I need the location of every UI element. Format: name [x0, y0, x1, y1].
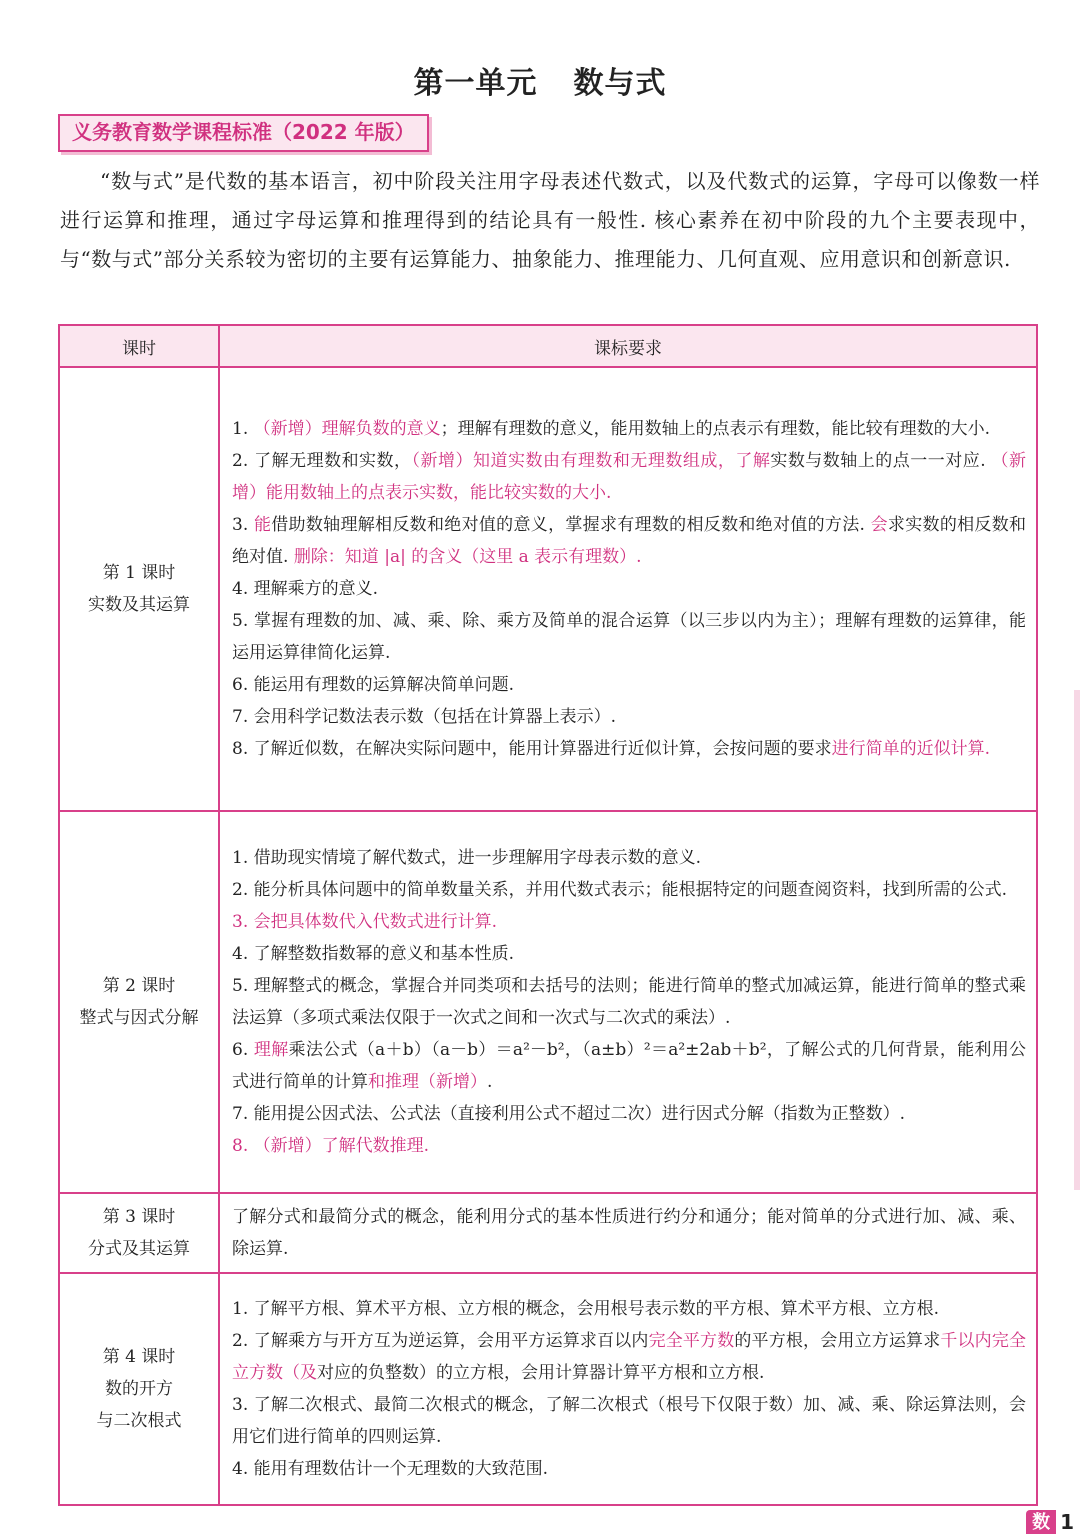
requirement-item	[232, 509, 1026, 573]
header-lesson: 课时	[59, 325, 219, 367]
requirement-text: 对应的负整数）的立方根，会用计算器计算平方根和立方根.	[317, 1363, 765, 1383]
lesson-topic: 分式及其运算	[88, 1239, 190, 1259]
requirement-text: 2. 能分析具体问题中的简单数量关系，并用代数式表示；能根据特定的问题查阅资料，找到所需的公式.	[232, 880, 1008, 900]
requirement-item	[232, 1293, 1026, 1325]
table-row	[59, 1193, 1037, 1273]
requirement-highlight-text: （新增）能用数轴上的点表示实数，能比较实数的大小.	[232, 451, 1027, 503]
requirement-item	[232, 605, 1026, 669]
requirement-item	[232, 445, 1026, 509]
page-number: 1	[1060, 1510, 1074, 1534]
requirement-item	[232, 573, 1026, 605]
lesson-number: 第 4 课时	[102, 1347, 176, 1367]
table-row	[59, 1273, 1037, 1505]
requirement-highlight-text: 完全平方数	[648, 1331, 735, 1351]
page-title	[0, 58, 1080, 102]
requirement-text: 6. 能运用有理数的运算解决简单问题.	[232, 675, 515, 695]
requirement-item	[232, 733, 1026, 765]
requirement-item	[232, 938, 1026, 970]
requirement-highlight-text: （新增）知道实数由有理数和无理数组成，了解	[411, 451, 771, 471]
requirement-highlight-text: 理解	[253, 1040, 289, 1060]
requirement-highlight-text: 8. （新增）了解代数推理.	[232, 1136, 430, 1156]
requirement-item	[232, 1201, 1026, 1265]
lesson-topic: 数的开方	[105, 1379, 173, 1399]
curriculum-standard-label: 义务教育数学课程标准（2022 年版）	[58, 114, 429, 152]
requirement-text: 乘法公式（a＋b）（a－b）＝a²－b²，（a±b）²＝a²±2ab＋b²，了解公式的几何背景，能利用公式进行简单的计算	[232, 1040, 1027, 1092]
side-tab-strip	[1074, 690, 1080, 1190]
requirement-text: 5. 掌握有理数的加、减、乘、除、乘方及简单的混合运算（以三步以内为主）；理解有理数的运算律，能运用运算律简化运算.	[232, 611, 1026, 663]
requirement-text: 3. 了解二次根式、最简二次根式的概念，了解二次根式（根号下仅限于数）加、减、乘、除运算法则，会用它们进行简单的四则运算.	[232, 1395, 1026, 1447]
requirement-item	[232, 906, 1026, 938]
requirement-highlight-text: 进行简单的近似计算.	[831, 739, 991, 759]
table-header-row	[59, 325, 1037, 367]
requirement-highlight-text: （新增）理解负数的意义	[253, 419, 441, 439]
requirement-text: 借助数轴理解相反数和绝对值的意义，掌握求有理数的相反数和绝对值的方法.	[271, 515, 871, 535]
requirement-item	[232, 1098, 1026, 1130]
requirement-item	[232, 970, 1026, 1034]
requirement-text: 2. 了解无理数和实数，	[232, 451, 412, 471]
page-footer	[1020, 1498, 1080, 1534]
requirement-item	[232, 701, 1026, 733]
table-row	[59, 811, 1037, 1193]
requirement-text: 4. 了解整数指数幂的意义和基本性质.	[232, 944, 515, 964]
subject-badge: 数	[1026, 1510, 1056, 1534]
requirement-item	[232, 413, 1026, 445]
requirements-cell	[219, 367, 1037, 811]
requirements-cell	[219, 1193, 1037, 1273]
unit-name: 数与式	[573, 66, 667, 101]
requirement-highlight-text: 会	[870, 515, 888, 535]
lesson-topic: 实数及其运算	[88, 595, 190, 615]
requirement-highlight-text: 3.	[232, 912, 254, 932]
requirement-text: 实数与数轴上的点一一对应.	[770, 451, 992, 471]
requirement-text: 4. 能用有理数估计一个无理数的大致范围.	[232, 1459, 549, 1479]
requirement-item	[232, 1130, 1026, 1162]
requirement-text: 6.	[232, 1040, 254, 1060]
unit-number: 第一单元	[413, 66, 538, 101]
requirement-highlight-text: 会把具体数代入代数式进行计算.	[253, 912, 498, 932]
requirements-cell	[219, 811, 1037, 1193]
lesson-cell	[59, 1273, 219, 1505]
requirement-item	[232, 1325, 1026, 1389]
requirement-text: 5. 理解整式的概念，掌握合并同类项和去括号的法则；能进行简单的整式加减运算，能进行简单的整式乘法运算（多项式乘法仅限于一次式之间和一次式与二次式的乘法）.	[232, 976, 1026, 1028]
lesson-number: 第 2 课时	[102, 976, 176, 996]
requirement-text: 了解分式和最简分式的概念，能利用分式的基本性质进行约分和通分；能对简单的分式进行加、减、乘、除运算.	[232, 1207, 1026, 1259]
requirement-highlight-text: 删除：知道 |a| 的含义（这里 a 表示有理数）.	[293, 547, 642, 567]
requirement-text: 7. 会用科学记数法表示数（包括在计算器上表示）.	[232, 707, 617, 727]
requirement-text: 1.	[232, 419, 254, 439]
table-row	[59, 367, 1037, 811]
lesson-number: 第 3 课时	[102, 1207, 176, 1227]
requirement-item	[232, 669, 1026, 701]
requirement-text: .	[487, 1072, 493, 1092]
requirement-text: 3.	[232, 515, 254, 535]
lesson-topic: 整式与因式分解	[79, 1008, 199, 1028]
requirement-item	[232, 874, 1026, 906]
lesson-cell	[59, 367, 219, 811]
requirement-item	[232, 1034, 1026, 1098]
requirement-item	[232, 1389, 1026, 1453]
intro-paragraph: “数与式”是代数的基本语言，初中阶段关注用字母表述代数式，以及代数式的运算，字母可以像数一样进行运算和推理，通过字母运算和推理得到的结论具有一般性. 核心素养在初中阶段的九个主要表现中，与“数与式”部分关系较为密切的主要有运算能力、抽象能力、推理能力、几何直观、应用意识和创新意识.	[60, 169, 1040, 271]
requirement-text: 2. 了解乘方与开方互为逆运算，会用平方运算求百以内	[232, 1331, 649, 1351]
requirement-highlight-text: 和推理（新增）	[368, 1072, 487, 1092]
requirement-text: 求实数的相反数和绝对值.	[232, 515, 1027, 567]
requirement-item	[232, 1453, 1026, 1485]
requirement-text: ；理解有理数的意义，能用数轴上的点表示有理数，能比较有理数的大小.	[440, 419, 991, 439]
requirements-table	[58, 324, 1038, 1506]
lesson-cell	[59, 811, 219, 1193]
requirement-text: 8. 了解近似数，在解决实际问题中，能用计算器进行近似计算，会按问题的要求	[232, 739, 832, 759]
requirements-cell	[219, 1273, 1037, 1505]
requirement-text: 7. 能用提公因式法、公式法（直接利用公式不超过二次）进行因式分解（指数为正整数）.	[232, 1104, 906, 1124]
requirement-item	[232, 842, 1026, 874]
requirement-text: 1. 了解平方根、算术平方根、立方根的概念，会用根号表示数的平方根、算术平方根、立方根.	[232, 1299, 940, 1319]
lesson-topic-line2: 与二次根式	[96, 1411, 182, 1431]
requirement-text: 的平方根，会用立方运算求	[734, 1331, 941, 1351]
header-requirements: 课标要求	[219, 325, 1037, 367]
requirement-text: 1. 借助现实情境了解代数式，进一步理解用字母表示数的意义.	[232, 848, 702, 868]
lesson-cell	[59, 1193, 219, 1273]
lesson-number: 第 1 课时	[102, 563, 176, 583]
requirement-highlight-text: 能	[253, 515, 272, 535]
requirement-text: 4. 理解乘方的意义.	[232, 579, 379, 599]
requirement-highlight-text: 千以内完全立方数（及	[232, 1331, 1027, 1383]
